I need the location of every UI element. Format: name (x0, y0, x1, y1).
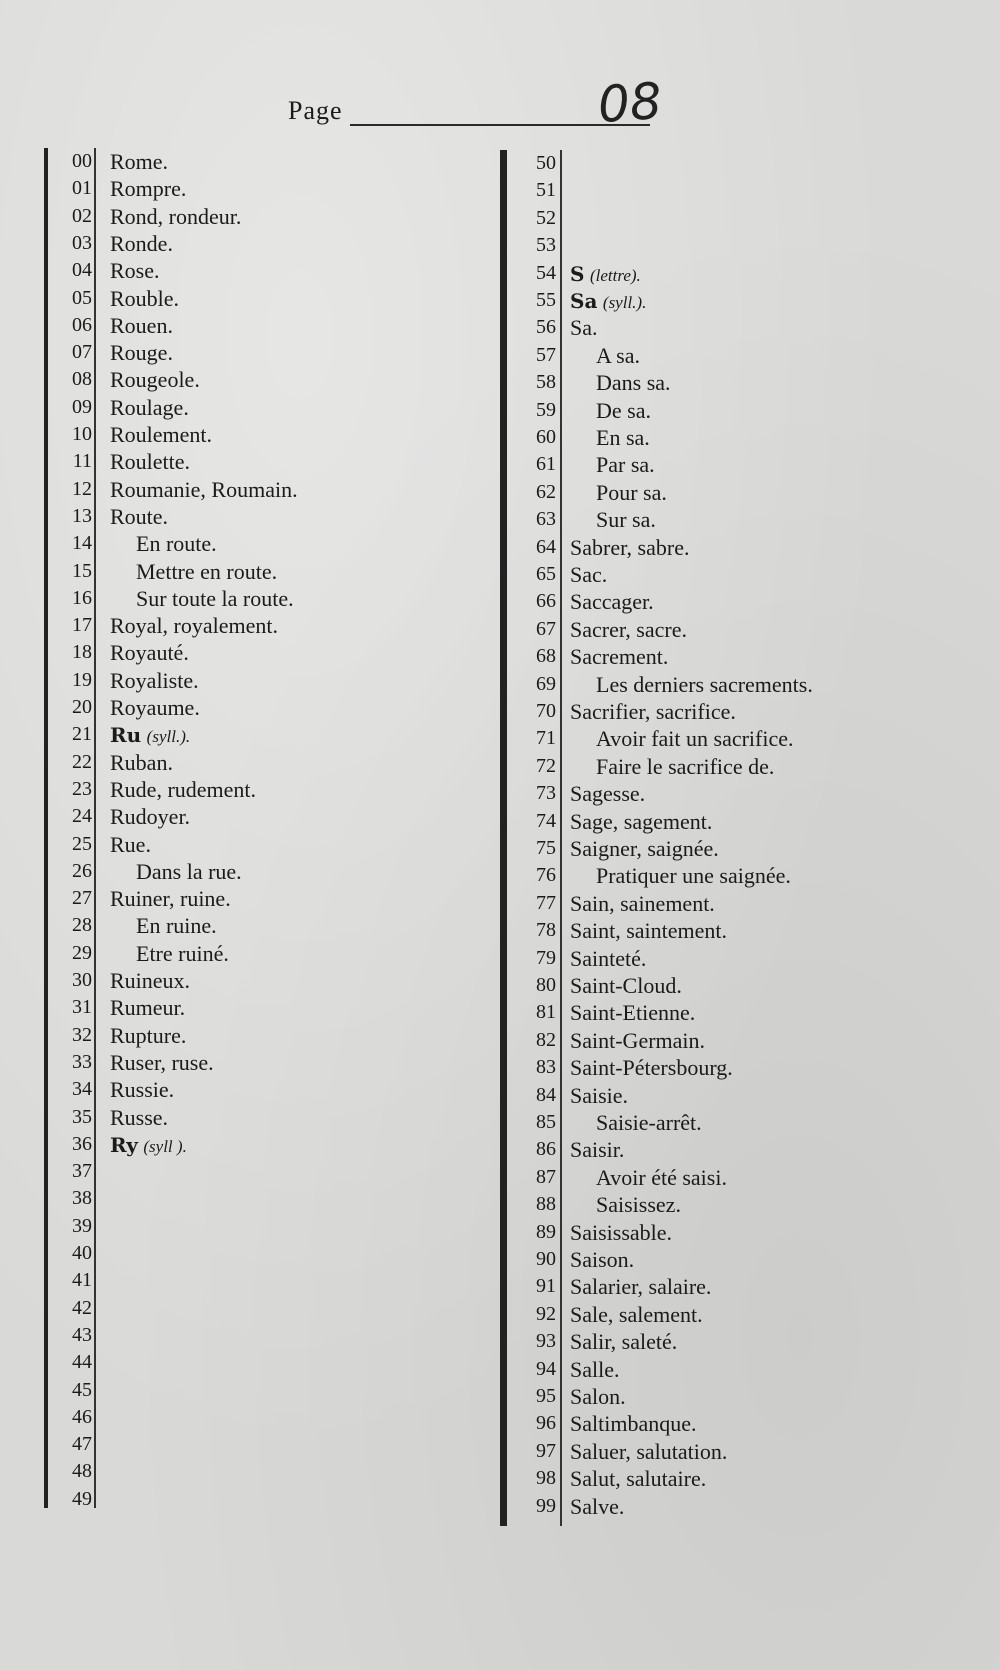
index-row (500, 945, 920, 972)
entry-number: 02 (72, 204, 92, 227)
entry-number: 22 (72, 750, 92, 773)
index-row (44, 858, 464, 885)
index-row (44, 803, 464, 830)
entry-text: Rudoyer. (110, 804, 191, 830)
entry-number: 27 (72, 887, 92, 910)
entry-text: Russe. (110, 1104, 169, 1130)
index-row (500, 1383, 920, 1410)
entry-number: 84 (536, 1083, 556, 1106)
entry-text: Russie. (110, 1077, 175, 1103)
entry-text: Saint-Etienne. (570, 1000, 696, 1026)
entry-text: Avoir été saisi. (596, 1164, 727, 1190)
entry-number: 03 (72, 231, 92, 254)
entry-number: 10 (72, 423, 92, 445)
index-row (44, 885, 464, 912)
entry-text: Ruser, ruse. (110, 1049, 214, 1075)
entry-text: Rue. (110, 831, 151, 857)
entry-number: 23 (72, 777, 92, 800)
index-row (500, 1465, 920, 1492)
entry-text: Saint-Germain. (570, 1027, 706, 1053)
index-row (500, 1301, 920, 1328)
entry-number: 25 (72, 832, 92, 855)
entry-text: Rouen. (110, 312, 173, 338)
entry-text: Saigner, saignée. (570, 836, 719, 861)
index-row (44, 612, 464, 639)
entry-number: 82 (536, 1028, 556, 1051)
index-row (500, 1109, 920, 1136)
entry-text: Dans sa. (596, 370, 671, 396)
entry-number: 04 (72, 259, 92, 282)
entry-number: 50 (536, 152, 556, 174)
entry-text: Avoir fait un sacrifice. (596, 726, 794, 752)
entry-text: Saisissable. (570, 1219, 673, 1245)
entry-text: Rouble. (110, 285, 180, 311)
index-row (500, 1246, 920, 1273)
index-row (500, 397, 920, 424)
entry-text: En route. (136, 531, 217, 557)
entry-text: Sage, sagement. (570, 808, 713, 834)
index-row (44, 1349, 464, 1376)
index-row (44, 694, 464, 721)
entry-text: Sale, salement. (570, 1301, 703, 1327)
index-row (44, 1431, 464, 1458)
entry-text: En ruine. (136, 913, 217, 939)
index-row (500, 1136, 920, 1163)
entry-text: Sacrifier, sacrifice. (570, 699, 736, 724)
entry-text: Rome. (110, 149, 169, 174)
entry-number: 99 (536, 1494, 556, 1517)
entry-number: 93 (536, 1330, 556, 1353)
entry-number: 29 (72, 941, 92, 964)
entry-text (570, 287, 646, 316)
entry-note: (syll ). (143, 1136, 187, 1156)
index-row (44, 175, 464, 202)
entry-text: Salut, salutaire. (570, 1466, 707, 1492)
entry-number: 85 (536, 1111, 556, 1133)
index-row (500, 506, 920, 533)
index-row (44, 1486, 464, 1513)
entry-number: 83 (536, 1056, 556, 1079)
entry-number: 54 (536, 261, 556, 284)
index-row (500, 780, 920, 807)
entry-text: Royaume. (110, 695, 200, 720)
entry-number: 63 (536, 508, 556, 531)
index-row (44, 776, 464, 803)
entry-number: 68 (536, 645, 556, 668)
entry-text: Sac. (570, 562, 608, 587)
entry-number: 14 (72, 532, 92, 555)
index-row (500, 972, 920, 999)
entry-text: Rouge. (110, 340, 173, 366)
index-row (44, 831, 464, 858)
entry-note: (syll.). (146, 727, 191, 747)
entry-text: Saccager. (570, 589, 654, 615)
index-row (44, 1295, 464, 1322)
entry-number: 70 (536, 700, 556, 722)
right-column (500, 150, 920, 1530)
entry-number: 20 (72, 696, 92, 718)
index-row (44, 1049, 464, 1076)
entry-number: 00 (72, 150, 92, 172)
entry-text: Roulette. (110, 449, 191, 475)
entry-number: 28 (72, 914, 92, 937)
entry-number: 33 (72, 1050, 92, 1073)
entry-number: 05 (72, 286, 92, 309)
index-row (500, 561, 920, 588)
entry-number: 11 (72, 450, 92, 473)
index-row (44, 639, 464, 666)
index-row (44, 476, 464, 503)
entry-text: Royauté. (110, 640, 189, 666)
entry-text: Par sa. (596, 452, 655, 478)
entry-number: 55 (536, 289, 556, 311)
index-row (44, 257, 464, 284)
entry-number: 88 (536, 1193, 556, 1216)
entry-text: Sainteté. (570, 945, 647, 971)
entry-number: 64 (536, 535, 556, 558)
entry-number: 35 (72, 1105, 92, 1128)
entry-number: 31 (72, 996, 92, 1019)
index-row (500, 725, 920, 752)
index-row (500, 835, 920, 862)
entry-text: Route. (110, 503, 169, 529)
entry-number: 48 (72, 1460, 92, 1483)
entry-text: Ruiner, ruine. (110, 886, 231, 912)
entry-text: Saison. (570, 1247, 635, 1272)
page-header (288, 71, 668, 135)
entry-text: Dans la rue. (136, 858, 242, 884)
entry-text: Saint, saintement. (570, 918, 728, 944)
index-row (500, 232, 920, 259)
entry-number: 46 (72, 1405, 92, 1428)
index-row (44, 1458, 464, 1485)
entry-text: Pratiquer une saignée. (596, 863, 791, 889)
entry-number: 24 (72, 805, 92, 828)
index-row (44, 312, 464, 339)
entry-number: 39 (72, 1214, 92, 1237)
index-row (500, 643, 920, 670)
index-row (500, 369, 920, 396)
entry-number: 79 (536, 946, 556, 969)
entry-text: Saisir. (570, 1137, 625, 1163)
entry-number: 37 (72, 1160, 92, 1183)
entry-number: 19 (72, 668, 92, 691)
index-row (44, 667, 464, 694)
index-row (500, 1027, 920, 1054)
page-number: 08 (596, 71, 664, 135)
entry-number: 43 (72, 1323, 92, 1346)
index-row (500, 287, 920, 314)
entry-heading: Sa (570, 289, 598, 313)
entry-number: 59 (536, 398, 556, 421)
entry-text: Saisie-arrêt. (596, 1110, 702, 1135)
entry-number: 47 (72, 1433, 92, 1456)
entry-note: (syll.). (602, 293, 647, 312)
index-row (500, 177, 920, 204)
entry-heading: Ry (110, 1132, 138, 1157)
entry-text: Salle. (570, 1356, 620, 1382)
entry-number: 74 (536, 809, 556, 832)
entry-number: 94 (536, 1357, 556, 1380)
index-row (44, 967, 464, 994)
left-column (44, 148, 464, 1514)
index-row (44, 285, 464, 312)
entry-number: 58 (536, 371, 556, 394)
entry-number: 75 (536, 837, 556, 859)
index-row (44, 230, 464, 257)
entry-text: Rupture. (110, 1022, 187, 1048)
entry-text: Saisie. (570, 1082, 629, 1108)
index-row (44, 940, 464, 967)
entry-number: 60 (536, 426, 556, 448)
index-row (44, 1104, 464, 1131)
entry-number: 57 (536, 343, 556, 366)
index-row (44, 1185, 464, 1212)
entry-number: 76 (536, 864, 556, 887)
index-row (44, 1076, 464, 1103)
entry-number: 62 (536, 480, 556, 503)
entry-text: Pour sa. (596, 479, 667, 505)
entry-number: 34 (72, 1078, 92, 1101)
index-row (500, 1191, 920, 1218)
entry-text: A sa. (596, 342, 640, 368)
page-label: Page (288, 96, 343, 125)
entry-number: 56 (536, 316, 556, 339)
entry-text: Ruban. (110, 749, 173, 775)
entry-number: 86 (536, 1138, 556, 1161)
index-row (44, 1240, 464, 1267)
index-row (500, 671, 920, 698)
entry-heading: S (570, 261, 585, 286)
entry-number: 44 (72, 1351, 92, 1374)
index-row (44, 1404, 464, 1431)
entry-heading: Ru (110, 723, 142, 748)
index-row (44, 558, 464, 585)
index-row (44, 366, 464, 393)
entry-text: Royaliste. (110, 667, 199, 693)
entry-number: 78 (536, 919, 556, 942)
entry-text: Roulage. (110, 394, 189, 420)
index-row (500, 1054, 920, 1081)
entry-number: 18 (72, 641, 92, 664)
index-row (500, 451, 920, 478)
entry-number: 90 (536, 1248, 556, 1270)
entry-number: 95 (536, 1385, 556, 1407)
index-row (500, 1493, 920, 1520)
entry-number: 91 (536, 1275, 556, 1298)
entry-text: Rude, rudement. (110, 776, 257, 802)
entry-text: Rompre. (110, 176, 187, 202)
index-row (500, 917, 920, 944)
entry-number: 69 (536, 672, 556, 695)
entry-number: 72 (536, 754, 556, 777)
entry-number: 30 (72, 969, 92, 991)
entry-number: 89 (536, 1220, 556, 1243)
entry-number: 13 (72, 504, 92, 527)
entry-text: En sa. (596, 425, 650, 450)
index-row (500, 588, 920, 615)
index-row (500, 1219, 920, 1246)
entry-number: 21 (72, 723, 92, 746)
index-row (44, 1131, 464, 1158)
entry-number: 36 (72, 1132, 92, 1155)
entry-text: Salon. (570, 1384, 626, 1409)
entry-text: Sur sa. (596, 507, 656, 533)
entry-text: Salve. (570, 1493, 625, 1519)
entry-number: 51 (536, 179, 556, 202)
index-row (500, 1164, 920, 1191)
entry-text: Salir, saleté. (570, 1329, 678, 1355)
entry-text: Saluer, salutation. (570, 1438, 728, 1464)
entry-number: 16 (72, 586, 92, 609)
entry-number: 77 (536, 891, 556, 914)
entry-text: Rumeur. (110, 995, 186, 1021)
entry-text: Sain, sainement. (570, 890, 715, 916)
index-row (500, 616, 920, 643)
entry-text (110, 721, 190, 750)
index-row (500, 424, 920, 451)
entry-note: (lettre). (589, 265, 641, 285)
index-row (500, 999, 920, 1026)
index-row (500, 150, 920, 177)
entry-number: 12 (72, 477, 92, 500)
entry-number: 71 (536, 727, 556, 750)
index-row (500, 534, 920, 561)
index-row (44, 749, 464, 776)
index-row (44, 912, 464, 939)
entry-text: Sabrer, sabre. (570, 534, 690, 560)
index-row (44, 339, 464, 366)
entry-number: 08 (72, 368, 92, 391)
index-row (44, 1377, 464, 1404)
index-row (500, 808, 920, 835)
index-row (44, 994, 464, 1021)
entry-text: Saint-Pétersbourg. (570, 1055, 733, 1081)
entry-number: 41 (72, 1269, 92, 1292)
index-row (44, 1322, 464, 1349)
index-row (500, 479, 920, 506)
entry-text: Rond, rondeur. (110, 203, 242, 229)
entry-text: Ruineux. (110, 968, 191, 993)
index-row (500, 314, 920, 341)
index-row (44, 585, 464, 612)
entry-number: 45 (72, 1378, 92, 1401)
entry-number: 92 (536, 1302, 556, 1325)
entry-number: 09 (72, 395, 92, 418)
entry-number: 26 (72, 859, 92, 882)
entry-number: 81 (536, 1001, 556, 1024)
entry-number: 96 (536, 1412, 556, 1435)
entry-number: 67 (536, 617, 556, 640)
entry-number: 87 (536, 1165, 556, 1188)
index-row (44, 530, 464, 557)
index-row (500, 260, 920, 287)
index-row (500, 862, 920, 889)
index-row (500, 342, 920, 369)
entry-number: 52 (536, 206, 556, 229)
entry-number: 06 (72, 313, 92, 336)
entry-text: Salarier, salaire. (570, 1274, 712, 1300)
index-row (500, 1438, 920, 1465)
entry-number: 32 (72, 1023, 92, 1046)
entry-text: Saltimbanque. (570, 1411, 697, 1437)
index-row (500, 698, 920, 725)
entry-text: Rose. (110, 258, 160, 284)
index-row (500, 753, 920, 780)
entry-text: Sur toute la route. (136, 585, 294, 611)
index-row (500, 1273, 920, 1300)
index-row (44, 1213, 464, 1240)
index-row (500, 205, 920, 232)
entry-number: 66 (536, 590, 556, 613)
entry-text: Sa. (570, 315, 598, 341)
entry-text: Rougeole. (110, 367, 200, 393)
entry-text: Sacrer, sacre. (570, 616, 687, 642)
entry-number: 73 (536, 782, 556, 805)
entry-number: 07 (72, 341, 92, 364)
index-row (44, 394, 464, 421)
index-row (44, 1022, 464, 1049)
entry-text: Ronde. (110, 230, 173, 256)
entry-text: Royal, royalement. (110, 613, 279, 639)
entry-text: Etre ruiné. (136, 940, 229, 966)
index-row (44, 448, 464, 475)
index-row (500, 1356, 920, 1383)
index-row (44, 503, 464, 530)
entry-text: Saisissez. (596, 1192, 681, 1218)
entry-text: Sacrement. (570, 644, 669, 670)
index-row (500, 890, 920, 917)
entry-text (110, 1131, 187, 1160)
entry-number: 80 (536, 974, 556, 996)
index-row (44, 721, 464, 748)
entry-number: 65 (536, 563, 556, 585)
entry-number: 38 (72, 1187, 92, 1210)
entry-text: Sagesse. (570, 781, 646, 807)
entry-number: 98 (536, 1467, 556, 1490)
entry-text: Faire le sacrifice de. (596, 753, 775, 779)
index-row (44, 1267, 464, 1294)
index-row (44, 148, 464, 175)
entry-number: 97 (536, 1439, 556, 1462)
entry-number: 61 (536, 453, 556, 476)
index-row (500, 1082, 920, 1109)
entry-text: Saint-Cloud. (570, 973, 682, 998)
entry-number: 01 (72, 177, 92, 200)
entry-text: Les derniers sacrements. (596, 671, 813, 697)
index-row (44, 1158, 464, 1185)
entry-text: De sa. (596, 397, 651, 423)
entry-number: 53 (536, 234, 556, 257)
index-row (500, 1410, 920, 1437)
entry-text (570, 260, 641, 289)
index-row (44, 203, 464, 230)
index-row (500, 1328, 920, 1355)
entry-number: 17 (72, 614, 92, 637)
entry-text: Mettre en route. (136, 558, 278, 584)
entry-text: Roumanie, Roumain. (110, 476, 298, 502)
entry-number: 49 (72, 1487, 92, 1510)
entry-number: 42 (72, 1296, 92, 1319)
index-row (44, 421, 464, 448)
entry-number: 40 (72, 1242, 92, 1264)
entry-text: Roulement. (110, 422, 213, 447)
entry-number: 15 (72, 559, 92, 582)
